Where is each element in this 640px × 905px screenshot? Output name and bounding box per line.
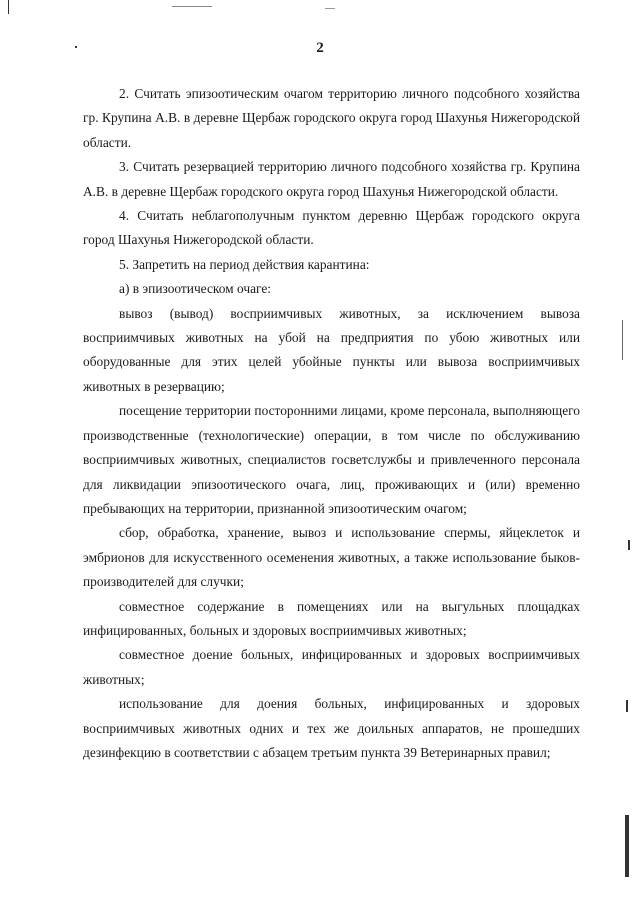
- restriction-sperm-embryos: сбор, обработка, хранение, вывоз и использование спермы, яйцеклеток и эмбрионов для искусственного осеменения животных, а также использование быков-производителей для случки;: [83, 525, 580, 590]
- subparagraph-a: а) в эпизоотическом очаге:: [119, 281, 271, 297]
- scan-mark-right-2: [628, 540, 630, 550]
- paragraph-item-3: 3. Считать резервацией территорию личного подсобного хозяйства гр. Крупина А.В. в деревне Щербаж городского округа город Шахунья Нижегородской области.: [83, 159, 580, 199]
- scan-mark-top-left: [8, 0, 9, 14]
- scan-mark-right-4: [625, 815, 629, 877]
- paragraph-item-2: 2. Считать эпизоотическим очагом территорию личного подсобного хозяйства гр. Крупина А.В. в деревне Щербаж городского округа город Шахунья Нижегородской области.: [83, 86, 580, 150]
- restriction-joint-housing: совместное содержание в помещениях или на выгульных площадках инфицированных, больных и здоровых восприимчивых животных;: [83, 598, 580, 638]
- paragraph-item-5: 5. Запретить на период действия карантина:: [119, 256, 370, 272]
- scan-mark-top-center: [325, 8, 335, 9]
- paragraph-item-4: 4. Считать неблагополучным пунктом деревню Щербаж городского округа город Шахунья Нижегородской области.: [83, 208, 580, 248]
- restriction-joint-milking: совместное доение больных, инфицированных и здоровых восприимчивых животных;: [83, 647, 580, 687]
- restriction-milking-equipment: использование для доения больных, инфицированных и здоровых восприимчивых животных одних и тех же доильных аппаратов, не прошедших дезинфекцию в соответствии с абзацем третьим пункта 39 Ветеринарных правил;: [83, 696, 580, 760]
- restriction-animal-removal: вывоз (вывод) восприимчивых животных, за исключением вывоза восприимчивых животных на убой на предприятия по убою животных или оборудованные для этих целей убойные пункты или вывоза восприимчивых животных в резервацию;: [83, 305, 580, 394]
- scan-mark-right-3: [626, 700, 628, 712]
- restriction-visits: посещение территории посторонними лицами, кроме персонала, выполняющего производственные (технологические) операции, в том числе по обслуживанию восприимчивых животных, специалистов госветслужбы и привлеченного персонала для ликвидации эпизоотического очага, лиц, проживающих и (или) временно пребывающих на территории, признанной эпизоотическим очагом;: [83, 403, 580, 516]
- scan-mark-right-1: [622, 320, 623, 360]
- scan-mark-top: [172, 6, 212, 7]
- document-body: [83, 82, 580, 765]
- page-number: 2: [316, 40, 324, 56]
